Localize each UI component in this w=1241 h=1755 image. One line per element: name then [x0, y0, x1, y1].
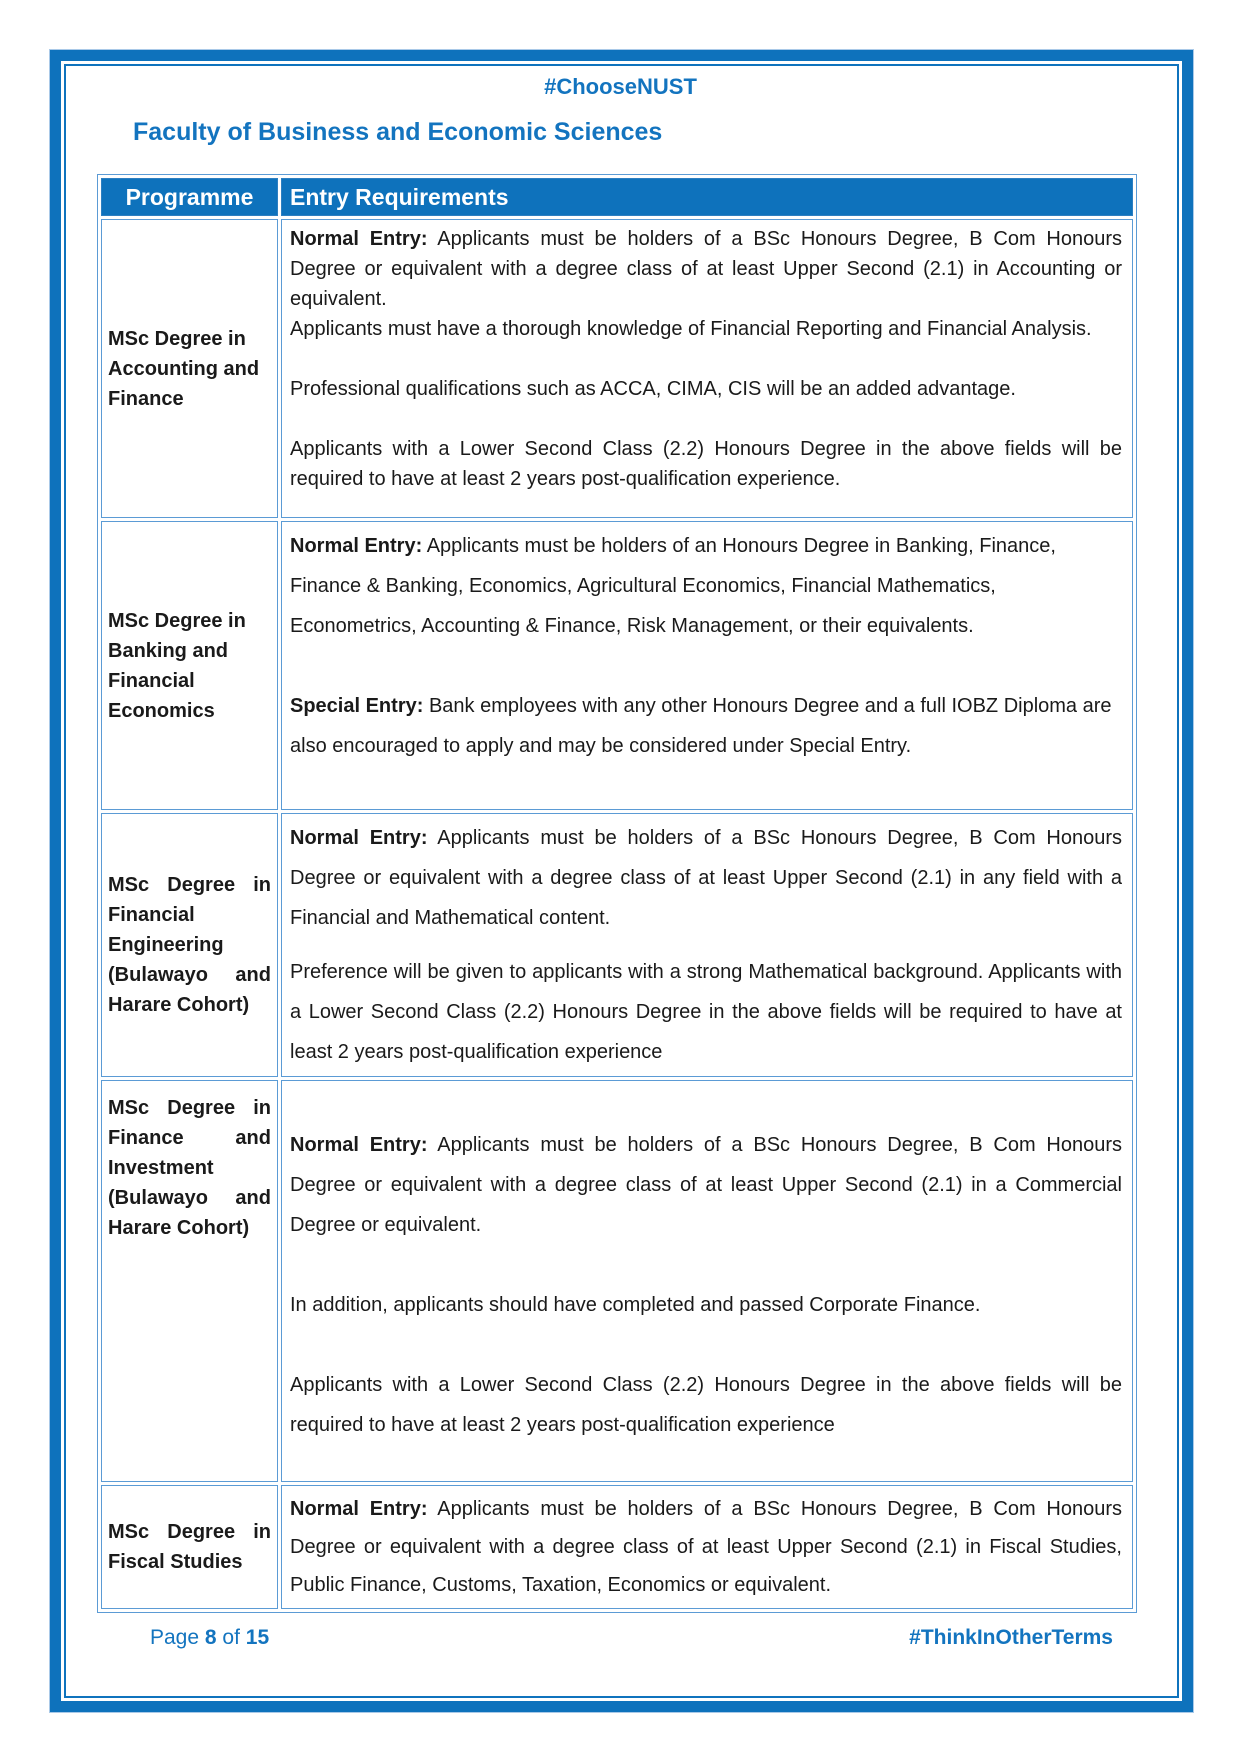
- blank-line: [290, 1325, 1122, 1365]
- programmes-table: [97, 174, 1137, 1613]
- requirement-paragraph: In addition, applicants should have completed and passed Corporate Finance.: [290, 1294, 981, 1316]
- requirement-paragraph: Normal Entry: Applicants must be holders of a BSc Honours Degree, B Com Honours Degree or equivalent with a degree class of at least Upper Second (2.1) in Accounting or equivalent.: [290, 228, 1123, 310]
- header-hashtag: #ChooseNUST: [544, 74, 697, 99]
- requirement-paragraph: Applicants with a Lower Second Class (2.2) Honours Degree in the above fields will be required to have at least 2 years post-qualification experience: [290, 1374, 1122, 1436]
- requirement-paragraph: Normal Entry: Applicants must be holders of a BSc Honours Degree, B Com Honours Degree or equivalent with a degree class of at least Upper Second (2.1) in a Commercial Degree or equivalent.: [290, 1134, 1123, 1236]
- requirement-paragraph: Professional qualifications such as ACCA, CIMA, CIS will be an added advantage.: [290, 378, 1016, 400]
- requirement-paragraph: Normal Entry: Applicants must be holders of a BSc Honours Degree, B Com Honours Degree or equivalent with a degree class of at least Upper Second (2.1) in Fiscal Studies, Public Finance, Customs, Taxation, Economics or equivalent.: [290, 1498, 1123, 1596]
- blank-line: [290, 404, 1122, 434]
- entry-requirements-cell: [281, 1485, 1133, 1609]
- programme-cell: MSc Degree in Finance and Investment (Bulawayo and Harare Cohort): [101, 1080, 278, 1482]
- of-word: of: [222, 1626, 240, 1649]
- column-header-entry-requirements: Entry Requirements: [281, 178, 1133, 216]
- requirement-paragraph: Applicants must have a thorough knowledge of Financial Reporting and Financial Analysis.: [290, 318, 1092, 340]
- table-row: [101, 1485, 1133, 1609]
- blank-line: [290, 646, 1122, 686]
- column-header-programme: Programme: [101, 178, 278, 216]
- table-row: [101, 813, 1133, 1077]
- entry-requirements-cell: [281, 521, 1133, 810]
- page-title: Faculty of Business and Economic Sciences: [133, 118, 663, 146]
- programmes-table-wrapper: [97, 174, 1137, 1613]
- requirement-paragraph: Normal Entry: Applicants must be holders of an Honours Degree in Banking, Finance, Finance & Banking, Economics, Agricultural Economics, Financial Mathematics, Econometrics, Accounting & Finance, Risk Management, or their equivalents.: [290, 535, 1056, 637]
- requirement-paragraph: Special Entry: Bank employees with any other Honours Degree and a full IOBZ Diploma are also encouraged to apply and may be considered under Special Entry.: [290, 695, 1112, 757]
- entry-requirements-cell: [281, 1080, 1133, 1482]
- requirement-paragraph: Preference will be given to applicants with a strong Mathematical background. Applicants with a Lower Second Class (2.2) Honours Degree in the above fields will be required to have at least 2 years post-qualification experience: [290, 961, 1122, 1063]
- programme-cell: MSc Degree in Banking and Financial Economics: [101, 521, 278, 810]
- requirement-paragraph: Normal Entry: Applicants must be holders of a BSc Honours Degree, B Com Honours Degree or equivalent with a degree class of at least Upper Second (2.1) in any field with a Financial and Mathematical content.: [290, 827, 1123, 929]
- footer-hashtag: #ThinkInOtherTerms: [909, 1626, 1113, 1649]
- requirement-paragraph: Applicants with a Lower Second Class (2.2) Honours Degree in the above fields will be required to have at least 2 years post-qualification experience.: [290, 438, 1122, 490]
- page-number: [150, 1626, 269, 1650]
- table-row: [101, 219, 1133, 518]
- table-header-row: [101, 178, 1133, 216]
- blank-line: [290, 1085, 1122, 1125]
- table-row: [101, 1080, 1133, 1482]
- entry-requirements-cell: [281, 813, 1133, 1077]
- blank-line: [290, 344, 1122, 374]
- table-row: [101, 521, 1133, 810]
- programme-cell: MSc Degree in Accounting and Finance: [101, 219, 278, 518]
- total-pages-value: 15: [245, 1626, 270, 1649]
- programme-cell: MSc Degree in Financial Engineering (Bulawayo and Harare Cohort): [101, 813, 278, 1077]
- page-word: Page: [150, 1626, 200, 1649]
- entry-requirements-cell: [281, 219, 1133, 518]
- programme-cell: MSc Degree in Fiscal Studies: [101, 1485, 278, 1609]
- page-number-value: 8: [204, 1626, 217, 1649]
- blank-line: [290, 1245, 1122, 1285]
